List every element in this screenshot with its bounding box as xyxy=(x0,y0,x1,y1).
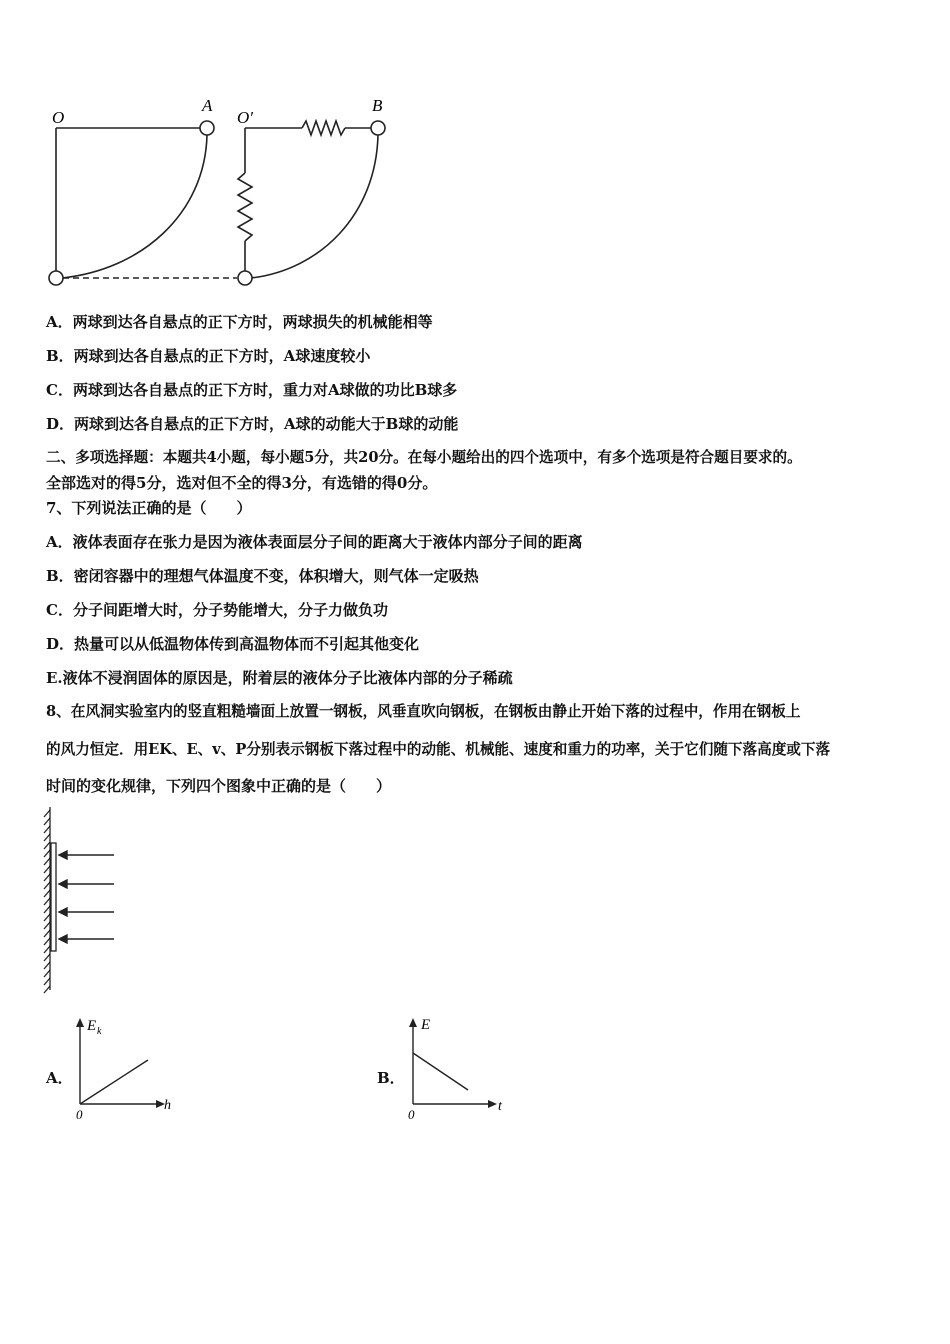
graph-a-x-label: h xyxy=(164,1098,171,1113)
q7-option-b: B．密闭容器中的理想气体温度不变，体积增大，则气体一定吸热 xyxy=(46,567,479,585)
graph-b-origin-label: 0 xyxy=(408,1107,415,1122)
q7-option-a: A．液体表面存在张力是因为液体表面层分子间的距离大于液体内部分子间的距离 xyxy=(46,533,583,551)
steel-plate xyxy=(51,843,56,951)
graph-b-y-arrow xyxy=(409,1018,417,1027)
section2-instruction-line2: 全部选对的得5分，选对但不全的得3分，有选错的得0分。 xyxy=(46,474,438,492)
graph-b-x-arrow xyxy=(488,1100,497,1108)
arc-path-b xyxy=(251,135,378,278)
q8-stem-line1: 8、在风洞实验室内的竖直粗糙墙面上放置一钢板，风垂直吹向钢板，在钢板由静止开始下落的过程中，作用在钢板上 xyxy=(46,703,801,720)
q6-option-b: B．两球到达各自悬点的正下方时，A球速度较小 xyxy=(46,347,371,365)
q6-option-a: A．两球到达各自悬点的正下方时，两球损失的机械能相等 xyxy=(46,313,433,331)
ball-b-start xyxy=(371,121,385,135)
vertical-spring xyxy=(238,173,252,241)
graph-a-y-arrow xyxy=(76,1018,84,1027)
label-a: A xyxy=(202,96,213,115)
graph-a-origin-label: 0 xyxy=(76,1107,83,1122)
wind-arrows xyxy=(59,851,114,943)
graph-a-ek-line xyxy=(80,1060,148,1104)
q8-stem-line3: 时间的变化规律，下列四个图象中正确的是（ ） xyxy=(46,777,392,795)
horizontal-spring xyxy=(302,121,345,135)
ball-a-bottom xyxy=(49,271,63,285)
graph-a-y-subscript: k xyxy=(97,1026,102,1037)
label-b: B xyxy=(372,96,383,115)
graph-a-y-label: E xyxy=(87,1018,97,1034)
q7-stem: 7、下列说法正确的是（ ） xyxy=(46,499,252,517)
q8-stem-line2: 的风力恒定．用EK、E、v、P分别表示钢板下落过程中的动能、机械能、速度和重力的功率，关于它们随下落高度或下落 xyxy=(46,741,831,758)
q7-option-c: C．分子间距增大时，分子势能增大，分子力做负功 xyxy=(46,601,388,619)
arc-path-a xyxy=(62,135,207,278)
wind-tunnel-figure xyxy=(40,805,130,995)
q6-option-d: D．两球到达各自悬点的正下方时，A球的动能大于B球的动能 xyxy=(46,415,459,433)
graph-a-ek-vs-h xyxy=(70,1012,180,1122)
pendulum-spring-figure xyxy=(40,95,400,295)
graph-b-e-vs-t xyxy=(400,1012,515,1122)
graph-b-option-label: B． xyxy=(377,1069,405,1087)
graph-b-y-label: E xyxy=(421,1017,431,1033)
label-o: O xyxy=(52,108,65,127)
graph-b-e-line xyxy=(413,1053,468,1090)
wall-hatching xyxy=(44,807,50,993)
label-o-prime: O′ xyxy=(237,108,253,127)
graph-b-x-label: t xyxy=(498,1099,502,1114)
graph-a-option-label: A． xyxy=(46,1069,73,1087)
q6-option-c: C．两球到达各自悬点的正下方时，重力对A球做的功比B球多 xyxy=(46,381,458,399)
ball-b-bottom xyxy=(238,271,252,285)
q7-option-e: E.液体不浸润固体的原因是，附着层的液体分子比液体内部的分子稀疏 xyxy=(46,669,513,687)
ball-a-start xyxy=(200,121,214,135)
q7-option-d: D．热量可以从低温物体传到高温物体而不引起其他变化 xyxy=(46,635,420,653)
section2-instruction-line1: 二、多项选择题：本题共4小题，每小题5分，共20分。在每小题给出的四个选项中，有多个选项是符合题目要求的。 xyxy=(46,449,802,466)
